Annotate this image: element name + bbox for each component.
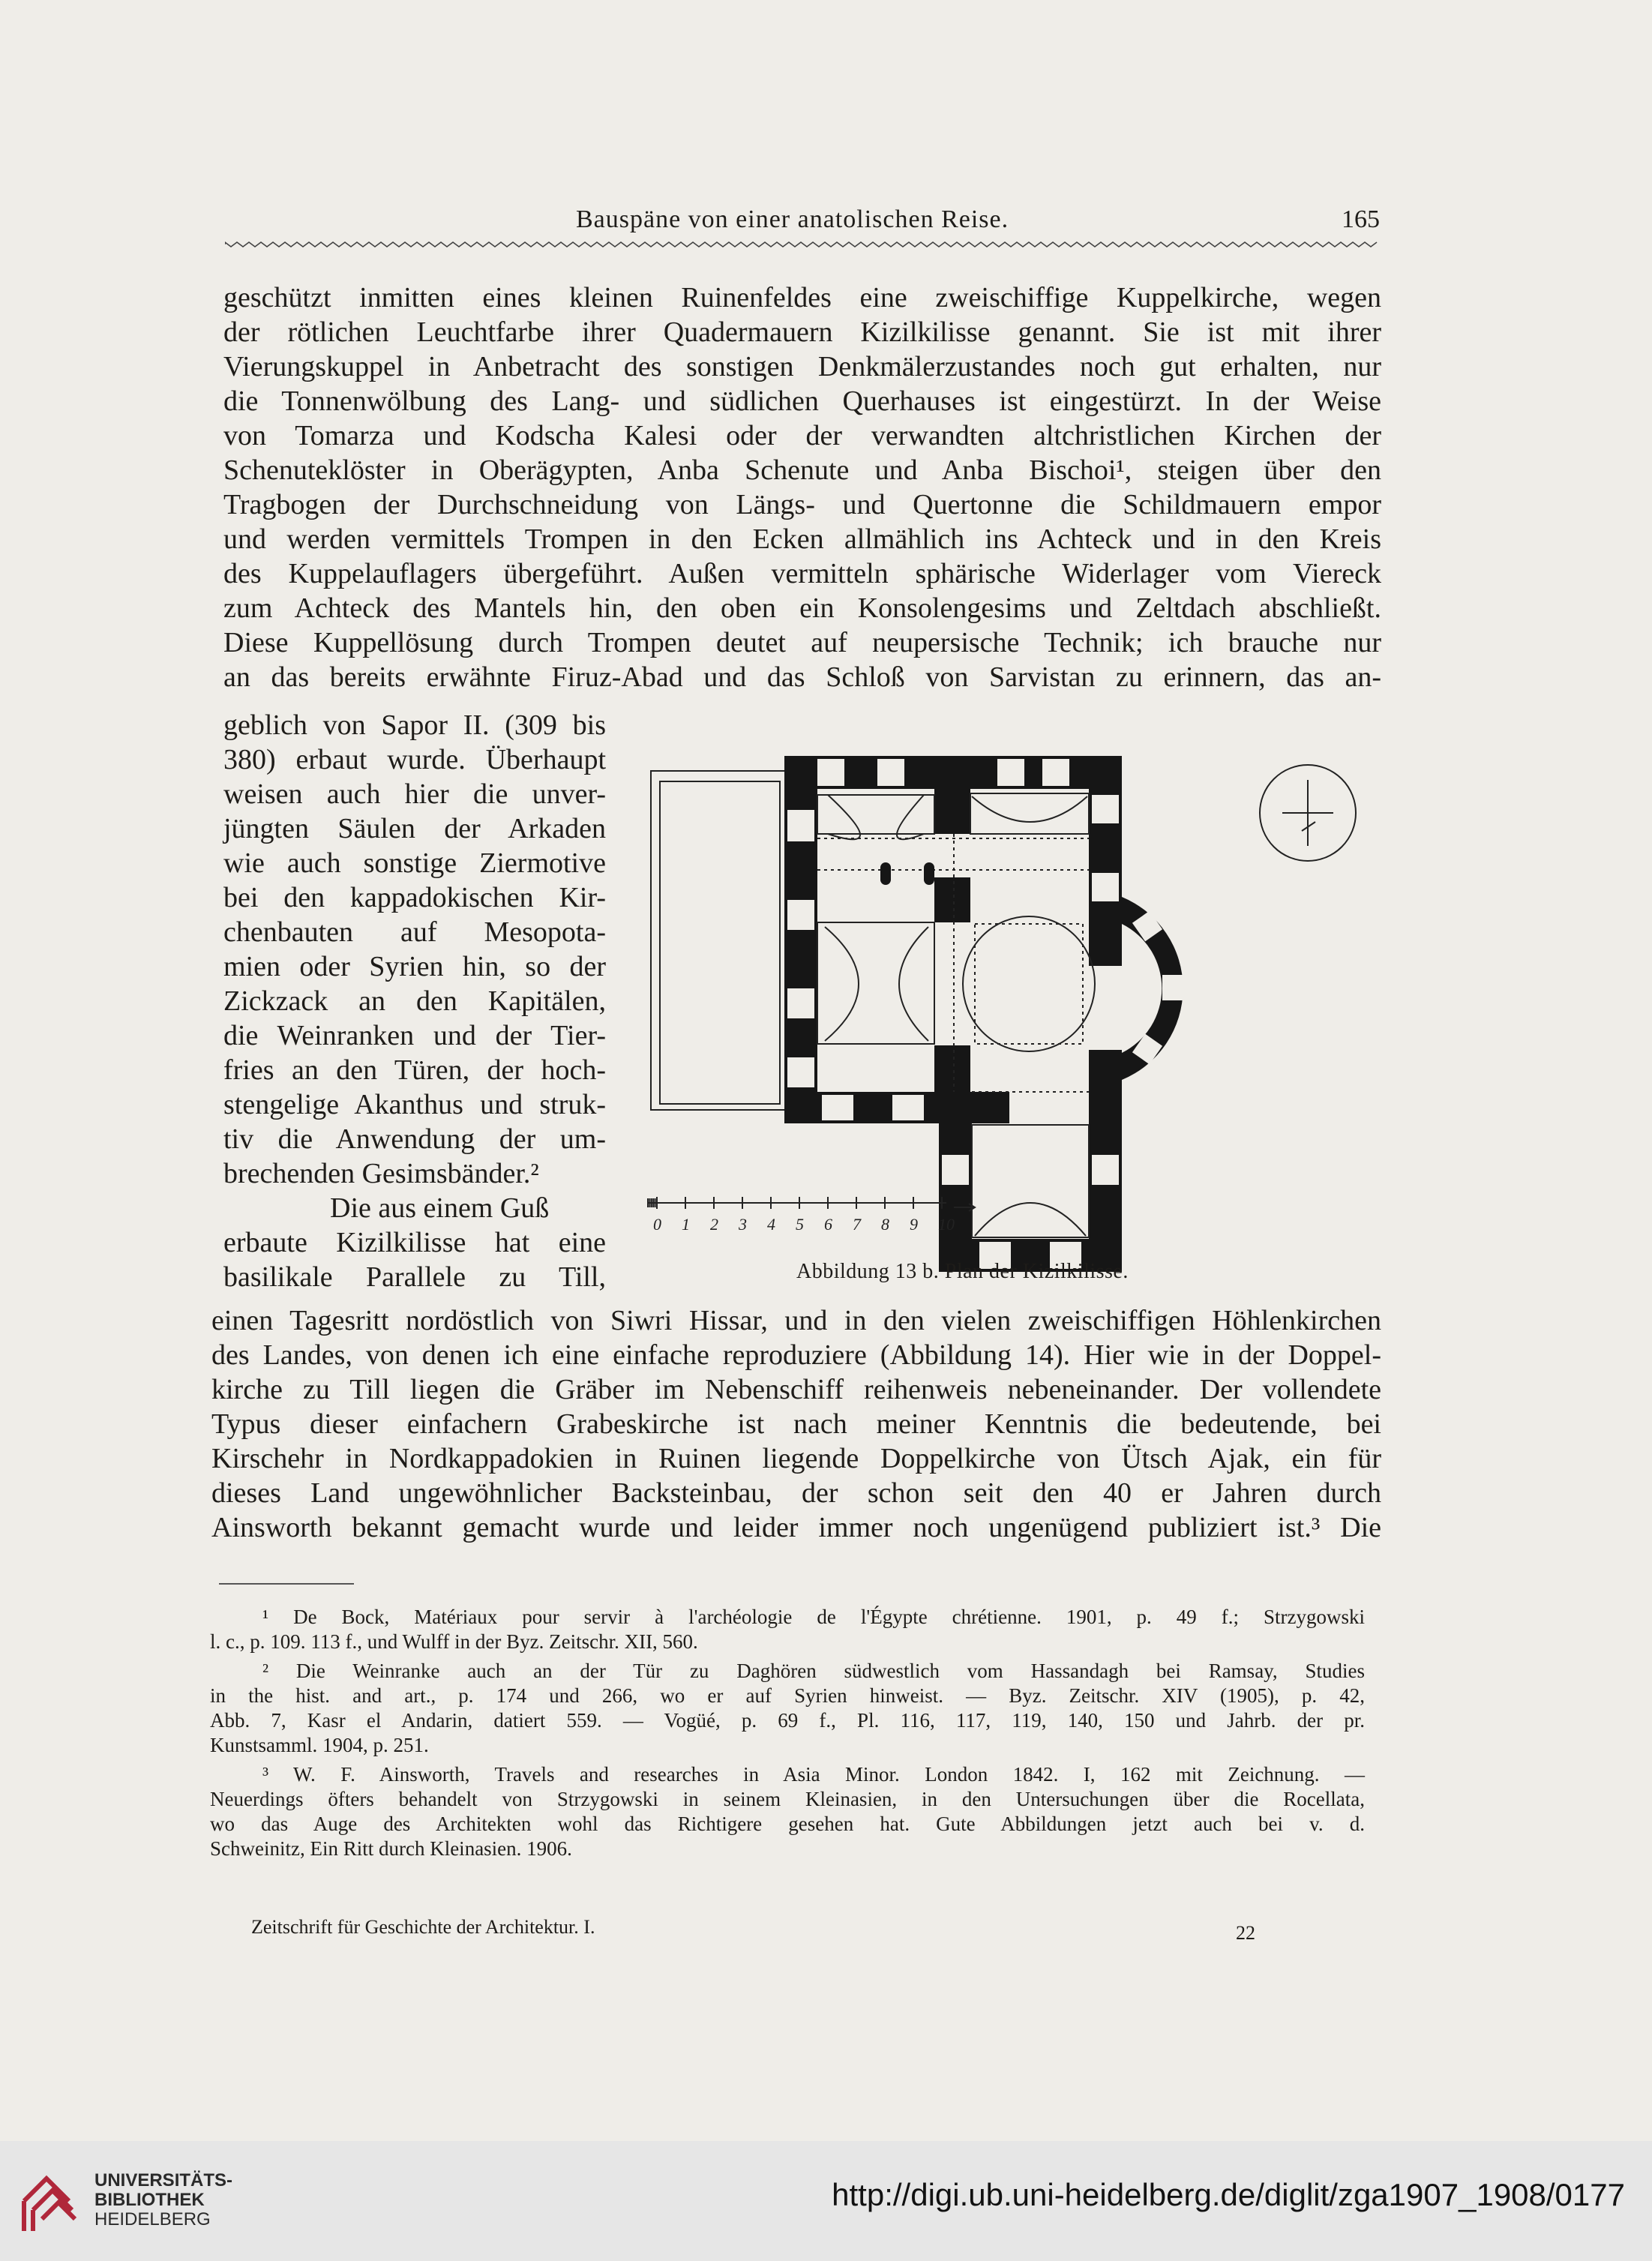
text-line: des Kuppelauflagers übergeführt. Außen vermitteln sphärische Widerlager vom Viereck — [223, 558, 1381, 589]
scale-label: 6 — [824, 1215, 832, 1234]
scale-label: 10 — [938, 1215, 955, 1234]
text-line: geschützt inmitten eines kleinen Ruinenfeldes eine zweischiffige Kuppelkirche, wegen — [223, 282, 1381, 313]
text-line: Vierungskuppel in Anbetracht des sonstigen Denkmälerzustandes noch gut erhalten, nur — [223, 351, 1381, 382]
text-line: dieses Land ungewöhnlicher Backsteinbau, der schon seit den 40 er Jahren durch — [211, 1477, 1381, 1509]
compass-rose — [1260, 765, 1356, 861]
footnote — [210, 1762, 1365, 1861]
text-line: an das bereits erwähnte Firuz-Abad und das Schloß von Sarvistan zu erinnern, das an- — [223, 661, 1381, 693]
footnote-rule — [219, 1583, 354, 1585]
page-number: 165 — [1342, 205, 1380, 233]
footnote-line: Schweinitz, Ein Ritt durch Kleinasien. 1906. — [210, 1837, 572, 1860]
footnote-line: Neuerdings öfters behandelt von Strzygowski in seinem Kleinasien, in den Untersuchungen über die Rocellata, — [210, 1788, 1365, 1810]
text-line: einen Tagesritt nordöstlich von Siwri Hissar, und in den vielen zweischiffigen Höhlenkirchen — [211, 1305, 1381, 1336]
text-line: die Weinranken und der Tier- — [223, 1020, 606, 1051]
footnotes — [210, 1605, 1365, 1866]
text-line: brechenden Gesimsbänder.² — [223, 1158, 539, 1189]
text-line: geblich von Sapor II. (309 bis — [223, 709, 606, 741]
plan-pillars — [880, 862, 934, 885]
text-line: Zickzack an den Kapitälen, — [223, 985, 606, 1017]
text-line: Ainsworth bekannt gemacht wurde und leider immer noch ungenügend publiziert ist.³ Die — [211, 1512, 1381, 1543]
text-line: 380) erbaut wurde. Überhaupt — [223, 744, 606, 775]
floor-plan-drawing — [645, 750, 1395, 1290]
scale-bar — [648, 1197, 955, 1234]
library-name-line-3: HEIDELBERG — [94, 2209, 211, 2230]
text-line: Kirschehr in Nordkappadokien in Ruinen liegende Doppelkirche von Ütsch Ajak, ein für — [211, 1443, 1381, 1474]
scale-label: 7 — [853, 1215, 861, 1234]
library-name[interactable] — [94, 2171, 232, 2230]
text-line: Typus dieser einfachern Grabeskirche ist nach meiner Kenntnis die bedeutende, bei — [211, 1408, 1381, 1440]
text-line: erbaute Kizilkilisse hat eine — [223, 1227, 606, 1258]
running-title: Bauspäne von einer anatolischen Reise. — [576, 205, 1009, 233]
footnote-line: l. c., p. 109. 113 f., und Wulff in der Byz. Zeitschr. XII, 560. — [210, 1630, 698, 1653]
text-line: fries an den Türen, der hoch- — [223, 1054, 606, 1086]
plan-openings — [787, 759, 1185, 1269]
text-line: Tragbogen der Durchschneidung von Längs- und Quertonne die Schildmauern empor — [223, 489, 1381, 520]
text-line: basilikale Parallele zu Till, — [223, 1261, 606, 1293]
journal-title-footer: Zeitschrift für Geschichte der Architektur. I. — [251, 1916, 595, 1938]
scale-label: 0 — [653, 1215, 661, 1234]
signature-number: 22 — [1236, 1922, 1255, 1944]
footnote-line: in the hist. and art., p. 174 und 266, wo er auf Syrien hinweist. — Byz. Zeitschr. XIV (1905), p. 42, — [210, 1684, 1365, 1707]
wavy-header-rule — [225, 240, 1380, 249]
footnote — [210, 1659, 1365, 1758]
text-line: mien oder Syrien hin, so der — [223, 951, 606, 982]
text-line: die Tonnenwölbung des Lang- und südlichen Querhauses ist eingestürzt. In der Weise — [223, 385, 1381, 417]
text-line: Diese Kuppellösung durch Trompen deutet auf neupersische Technik; ich brauche nur — [223, 627, 1381, 658]
text-line: zum Achteck des Mantels hin, den oben ein Konsolengesims und Zeltdach abschließt. — [223, 592, 1381, 624]
scale-label: 5 — [796, 1215, 804, 1234]
library-bar — [0, 2141, 1652, 2261]
footnote-line: ² Die Weinranke auch an der Tür zu Daghören südwestlich vom Hassandagh bei Ramsay, Studies — [262, 1660, 1365, 1682]
paragraph-2 — [211, 1303, 1381, 1545]
scale-label: 4 — [767, 1215, 775, 1234]
scale-label: 8 — [881, 1215, 889, 1234]
footnote-line: Kunstsamml. 1904, p. 251. — [210, 1734, 429, 1756]
text-line: jüngten Säulen der Arkaden — [223, 813, 606, 844]
scale-label: 1 — [682, 1215, 690, 1234]
permalink-url[interactable]: http://digi.ub.uni-heidelberg.de/diglit/zga1907_1908/0177 — [832, 2177, 1625, 2212]
text-line: chenbauten auf Mesopota- — [223, 916, 606, 948]
footnote-line: ³ W. F. Ainsworth, Travels and researches in Asia Minor. London 1842. I, 162 mit Zeichnung. — — [262, 1763, 1365, 1786]
text-line: Die aus einem Guß — [330, 1192, 550, 1224]
library-logo-icon[interactable] — [16, 2164, 88, 2236]
figure-floor-plan — [645, 750, 1395, 1290]
paragraph-1 — [223, 280, 1381, 694]
text-line: von Tomarza und Kodscha Kalesi oder der verwandten altchristlichen Kirchen der — [223, 420, 1381, 451]
narthex-outline — [651, 771, 790, 1110]
text-line: des Landes, von denen ich eine einfache reproduziere (Abbildung 14). Hier wie in der Doppel- — [211, 1339, 1381, 1371]
text-line: der rötlichen Leuchtfarbe ihrer Quadermauern Kizilkilisse genannt. Sie ist mit ihrer — [223, 316, 1381, 348]
figure-caption: Abbildung 13 b. Plan der Kizilkilisse. — [796, 1260, 1129, 1283]
text-line: stengelige Akanthus und struk- — [223, 1089, 606, 1120]
text-line: tiv die Anwendung der um- — [223, 1123, 606, 1155]
paragraph-1-continued-narrow — [223, 708, 606, 1294]
text-line: kirche zu Till liegen die Gräber im Nebenschiff reihenweis nebeneinander. Der vollendete — [211, 1374, 1381, 1405]
footnote-line: Abb. 7, Kasr el Andarin, datiert 559. — Vogüé, p. 69 f., Pl. 116, 117, 119, 140, 150 und Jahrb. der pr. — [210, 1709, 1365, 1732]
narthex-inner-outline — [660, 781, 780, 1104]
text-line: bei den kappadokischen Kir- — [223, 882, 606, 913]
scale-label: 2 — [710, 1215, 718, 1234]
text-line: und werden vermittels Trompen in den Ecken allmählich ins Achteck und in den Kreis — [223, 523, 1381, 555]
scale-label: 9 — [910, 1215, 918, 1234]
footnote — [210, 1605, 1365, 1654]
text-line: weisen auch hier die unver- — [223, 778, 606, 810]
library-name-line-1: UNIVERSITÄTS- — [94, 2170, 233, 2191]
footnote-line: ¹ De Bock, Matériaux pour servir à l'archéologie de l'Égypte chrétienne. 1901, p. 49 f.; Strzygowski — [262, 1606, 1365, 1628]
text-line: Schenuteklöster in Oberägypten, Anba Schenute und Anba Bischoi¹, steigen über den — [223, 454, 1381, 486]
footnote-line: wo das Auge des Architekten wohl das Richtigere gesehen hat. Gute Abbildungen jetzt auch bei v. d. — [210, 1813, 1365, 1835]
library-name-line-2: BIBLIOTHEK — [94, 2190, 205, 2210]
page-header — [225, 196, 1380, 241]
scale-label: 3 — [739, 1215, 747, 1234]
text-line: wie auch sonstige Ziermotive — [223, 847, 606, 879]
